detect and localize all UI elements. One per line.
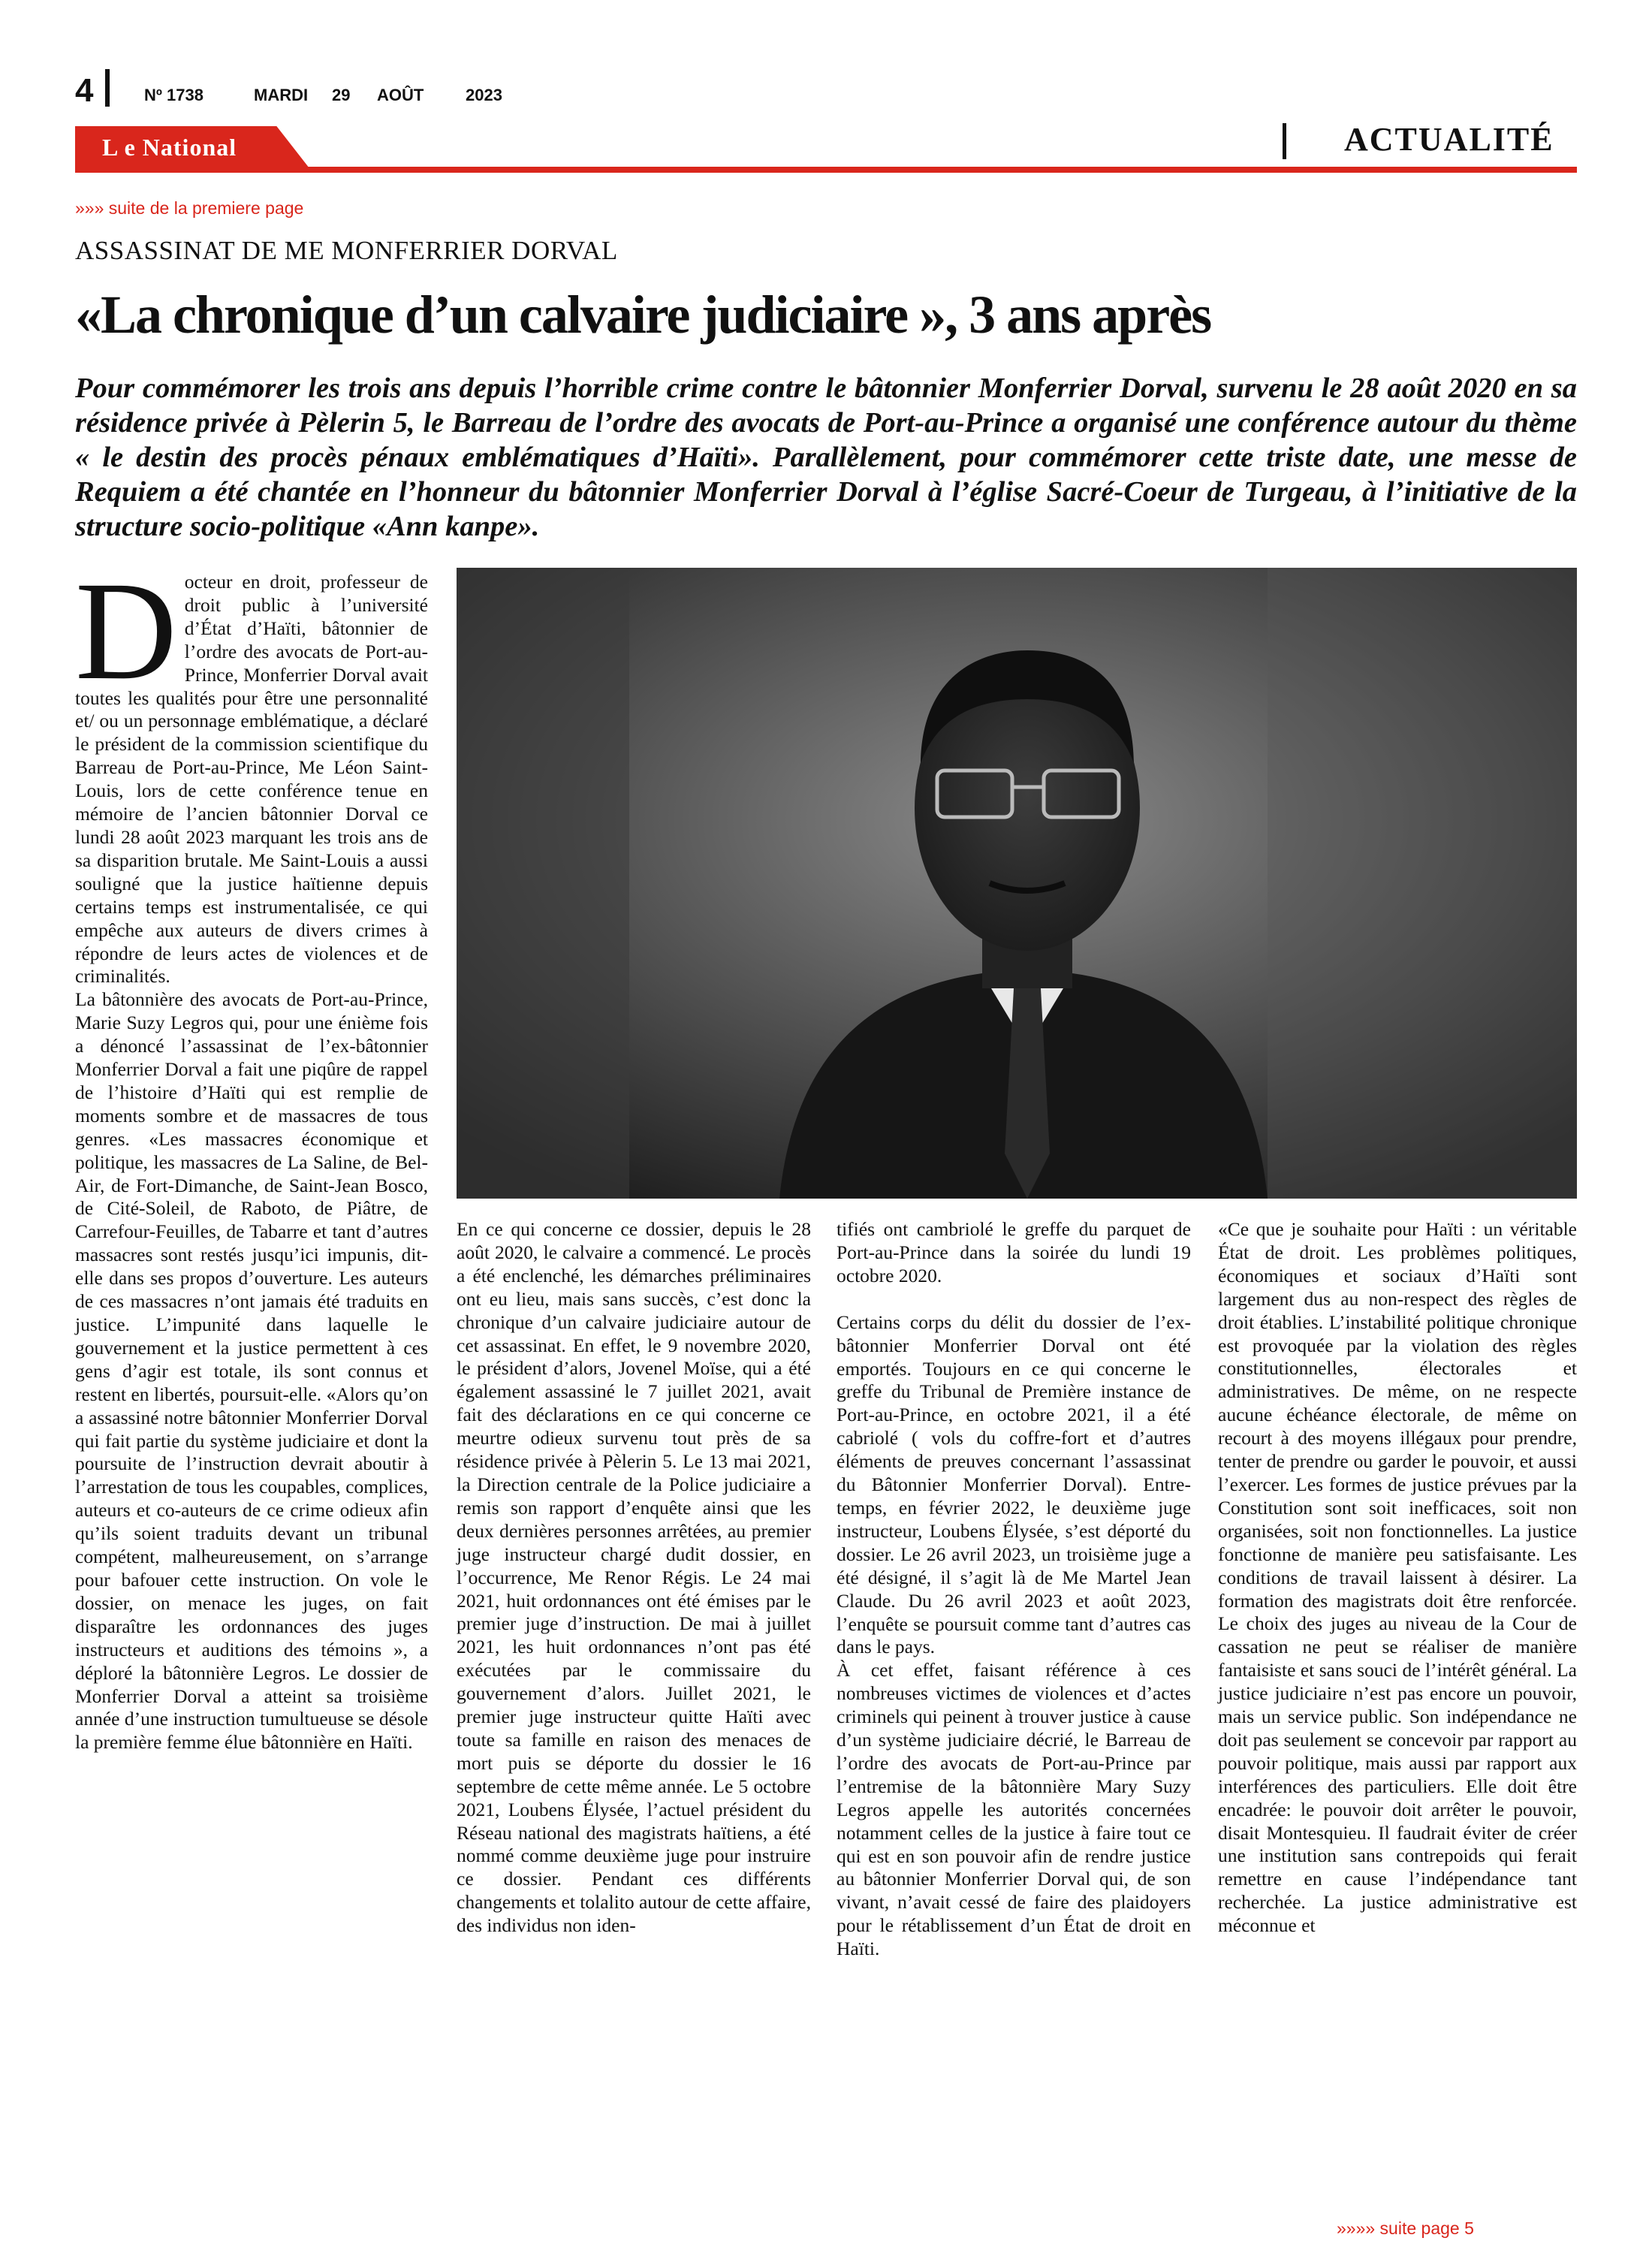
issue-month: AOÛT <box>377 86 424 104</box>
issue-day: MARDI <box>254 86 309 104</box>
article-kicker: ASSASSINAT DE ME MONFERRIER DORVAL <box>75 236 618 265</box>
article-column-2 <box>457 1218 811 1938</box>
continued-from-link[interactable]: »»» suite de la premiere page <box>75 198 304 218</box>
section-title: ACTUALITÉ <box>1344 121 1554 158</box>
issue-date: 29 <box>332 86 351 104</box>
header-rule <box>75 167 1577 173</box>
article-paragraph: En ce qui concerne ce dossier, depuis le 28 août 2020, le calvaire a commencé. Le procès a été enclenché, les démarches préliminaires ont eu lieu, mais sans succès, c’est donc la chronique d’un calvaire judiciaire autour de cet assassinat. En effet, le 9 novembre 2020, le président d’alors, Jovenel Moïse, qui a été également assassiné le 7 juillet 2021, avait fait des déclarations en ce qui concerne ce meurtre odieux survenu tout près de sa résidence privée à Pèlerin 5. Le 13 mai 2021, la Direction centrale de la Police judiciaire a remis son rapport d’enquête ainsi que les deux dernières personnes arrêtées, au premier juge instructeur chargé dudit dossier, en l’occurrence, Me Renor Régis. Le 24 mai 2021, huit ordonnances ont été émises par le premier juge d’instruction. De mai à juillet 2021, les huit ordonnances n’ont pas été exécutées par le commissaire du gouvernement d’alors. Juillet 2021, le premier juge instructeur quitte Haïti avec toute sa famille en raison des menaces de mort puis se déporte du dossier le 16 septembre de cette même année. Le 5 octobre 2021, Loubens Élysée, l’actuel président du Réseau national des magistrats haïtiens, a été nommé comme deuxième juge pour instruire ce dossier. Pendant ces différents changements et tolalito autour de cette affaire, des individus non iden- <box>457 1218 811 1937</box>
article-paragraph: «Ce que je souhaite pour Haïti : un véritable État de droit. Les problèmes politiques, économiques et sociaux d’Haïti sont largement dus au non-respect des règles de droit établies. L’instabilité politique chronique est provoquée par la violation des règles constitutionnelles, électorales et administratives. De même, on ne respecte aucune échéance électorale, de même on recourt à des moyens illégaux pour prendre, tenter de prendre ou garder le pouvoir, et aussi l’exercer. Les formes de justice prévues par la Constitution sont soit inefficaces, soit non organisées, soit non fonctionnelles. La justice fonctionne de manière peu satisfaisante. Les conditions de travail laissent à désirer. La formation des magistrats doit être renforcée. Le choix des juges au niveau de la Cour de cassation ne peut se réaliser de manière fantaisiste et sans souci de l’intérêt général. La justice judiciaire n’est pas encore un pouvoir, mais un service public. Son indépendance ne doit pas seulement se concevoir par rapport au pouvoir politique, mais aussi par rapport aux interférences des particuliers. Elle doit être encadrée: le pouvoir doit arrêter le pouvoir, disait Montesquieu. Il faudrait éviter de créer une institution sans contrepoids qui ferait remettre en cause l’indépendance tant recherchée. La justice administrative est méconnue et <box>1218 1218 1577 1937</box>
paragraph-spacer <box>837 1288 1191 1311</box>
article-paragraph: octeur en droit, professeur de droit public à l’université d’État d’Haïti, bâtonnier de l’ordre des avocats de Port-au-Prince, Monferrier Dorval avait toutes les qualités pour être une personnalité et/ ou un personnage emblématique, a déclaré le président de la commission scientifique du Barreau de Port-au-Prince, Me Léon Saint-Louis, lors de cette conférence tenue en mémoire de l’ancien bâtonnier Dorval ce lundi 28 août 2023 marquant les trois ans de sa disparition brutale. Me Saint-Louis a aussi souligné que la justice haïtienne depuis certains temps est instrumentalisée, ce qui empêche aux auteurs de divers crimes à répondre de leurs actes de violences et de criminalités. <box>75 571 428 988</box>
article-paragraph: La bâtonnière des avocats de Port-au-Prince, Marie Suzy Legros qui, pour une énième fois a dénoncé l’assassinat de l’ex-bâtonnier Monferrier Dorval a fait une piqûre de rappel de l’histoire d’Haïti qui est remplie de moments sombre et de massacres de tous genres. «Les massacres économique et politique, les massacres de La Saline, de Bel-Air, de Fort-Dimanche, de Saint-Jean Bosco, de Cité-Soleil, de Raboto, de Piâtre, de Carrefour-Feuilles, de Tabarre et tant d’autres massacres sont restés jusqu’ici impunis, dit-elle dans ses propos d’ouverture. Les auteurs de ces massacres n’ont jamais été traduits en justice. L’impunité dans laquelle le gouvernement et la justice permettent à ces gens d’agir est totale, ils sont connus et restent en libertés, poursuit-elle. «Alors qu’on a assassiné notre bâtonnier Monferrier Dorval qui fait partie du système judiciaire et dont la poursuite de l’instruction devrait aboutir à l’arrestation de tous les coupables, complices, auteurs et co-auteurs de ce crime odieux afin qu’ils soient traduits devant un tribunal compétent, malheureusement, on s’arrange pour bafouer cette instruction. On vole le dossier, on menace les juges, on fait disparaître les ordonnances des juges instructeurs et auditions des témoins », a déploré la bâtonnière Legros. Le dossier de Monferrier Dorval a atteint sa troisième année d’une instruction tumultueuse se désole la première femme élue bâtonnière en Haïti. <box>75 988 428 1754</box>
drop-cap: D <box>75 552 177 709</box>
brand-name: L e National <box>102 134 237 161</box>
issue-number: Nº 1738 <box>144 86 203 104</box>
article-paragraph: Certains corps du délit du dossier de l’ex-bâtonnier Monferrier Dorval ont été emportés. Toujours en ce qui concerne le greffe du Tribunal de Première instance de Port-au-Prince, en octobre 2021, il a été cabriolé ( vols du coffre-fort et d’autres éléments de preuves concernant l’assassinat du Bâtonnier Monferrier Dorval). Entre-temps, en février 2022, le deuxième juge instructeur, Loubens Élysée, s’est déporté du dossier. Le 26 avril 2023, un troisième juge a été désigné, il s’agit là de Me Martel Jean Claude. Du 26 avril 2023 et août 2023, l’enquête se poursuit comme tant d’autres cas dans le pays. <box>837 1310 1191 1658</box>
page-number: 4 <box>75 72 94 109</box>
article-lede: Pour commémorer les trois ans depuis l’horrible crime contre le bâtonnier Monferrier Dorval, survenu le 28 août 2020 en sa résidence privée à Pèlerin 5, le Barreau de l’ordre des avocats de Port-au-Prince a organisé une conférence autour du thème « le destin des procès pénaux emblématiques d’Haïti». Parallèlement, pour commémorer cette triste date, une messe de Requiem a été chantée en l’honneur du bâtonnier Monferrier Dorval à l’église Sacré-Coeur de Turgeau, à l’initiative de la structure socio-politique «Ann kanpe». <box>75 372 1577 542</box>
section-divider <box>1283 123 1286 159</box>
article-column-3 <box>837 1218 1191 1961</box>
continued-to-link[interactable]: »»»» suite page 5 <box>1337 2218 1474 2238</box>
article-column-1 <box>75 552 428 1754</box>
article-column-4 <box>1218 1218 1577 1938</box>
page-number-divider <box>105 69 110 107</box>
article-paragraph: tifiés ont cambriolé le greffe du parquet de Port-au-Prince dans la soirée du lundi 19 octobre 2020. <box>837 1218 1191 1286</box>
issue-year: 2023 <box>466 86 502 104</box>
article-paragraph: À cet effet, faisant référence à ces nombreuses victimes de violences et d’actes criminels qui peinent à trouver justice à cause d’un système judiciaire décrié, le Barreau de l’ordre des avocats de Port-au-Prince par l’entremise de la bâtonnière Mary Suzy Legros appelle les autorités concernées notamment celles de la justice à faire tout ce qui est en son pouvoir afin de rendre justice au bâtonnier Monferrier Dorval qui, de son vivant, n’avait cessé de faire des plaidoyers pour le rétablissement d’un État de droit en Haïti. <box>837 1659 1191 1960</box>
portrait-photo <box>457 568 1577 1199</box>
article-headline: «La chronique d’un calvaire judiciaire », 3 ans après <box>75 285 1211 345</box>
